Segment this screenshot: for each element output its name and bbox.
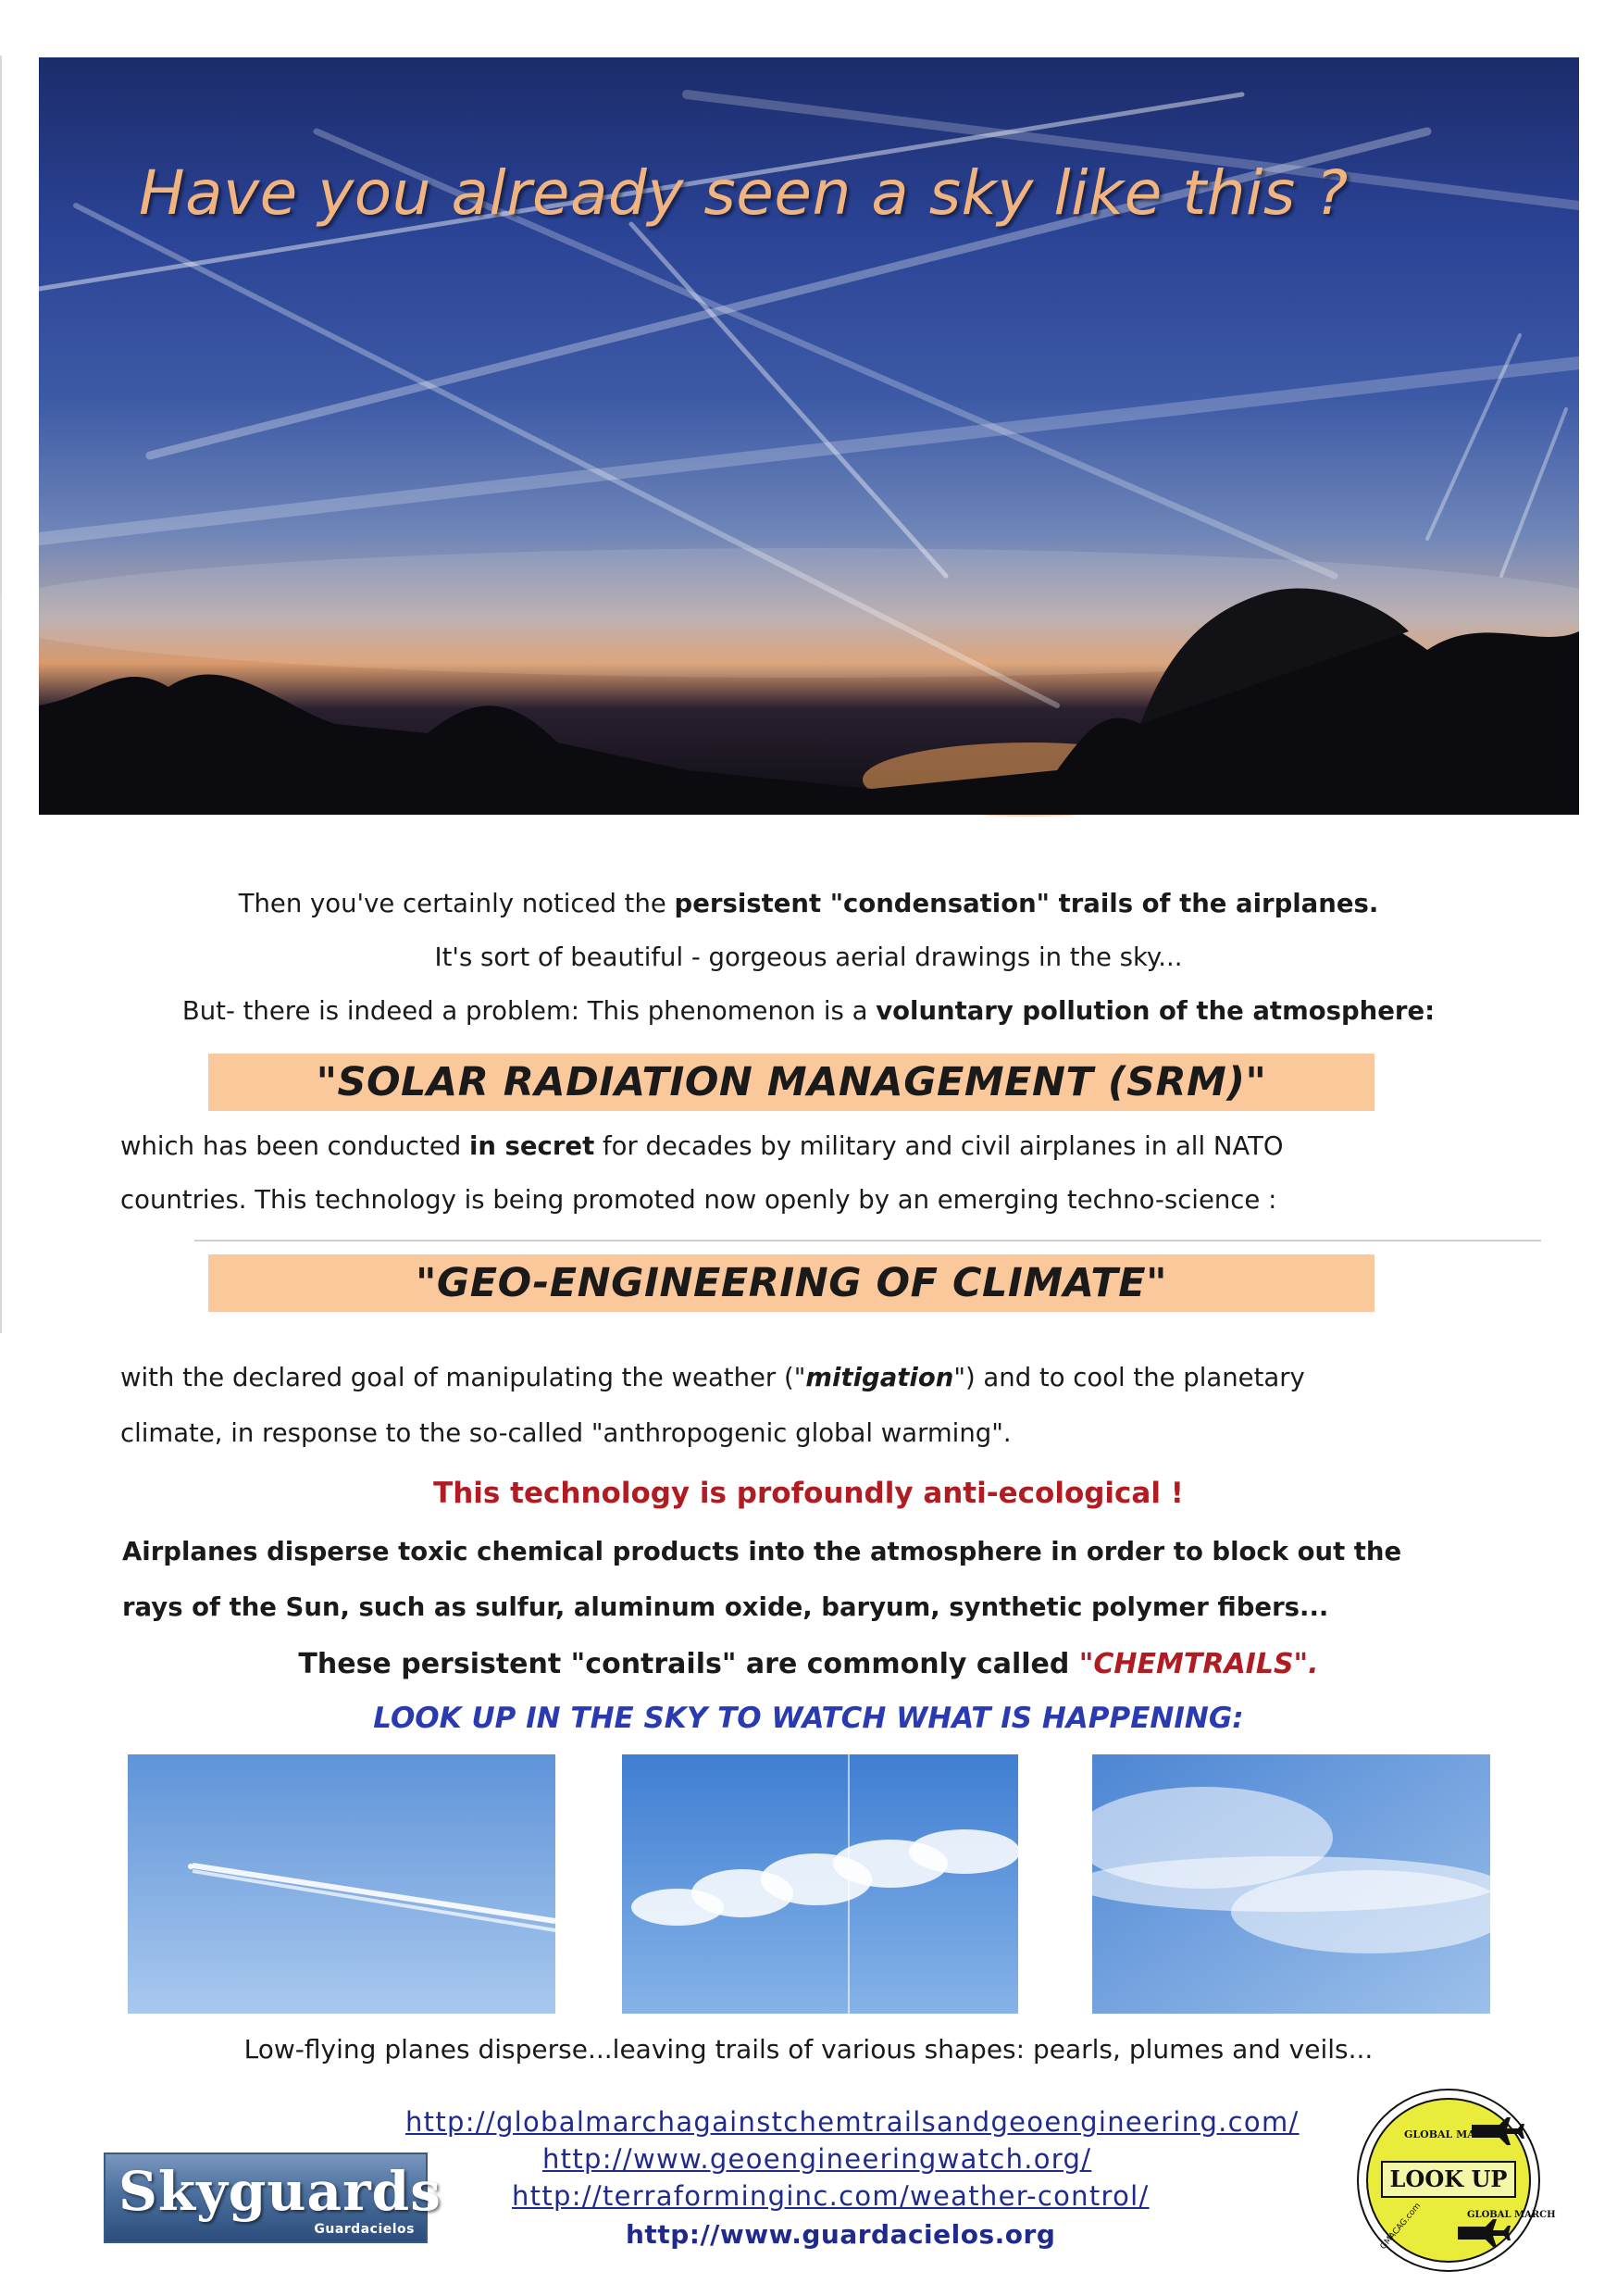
badge-bottom-label: GLOBAL MARCH: [1467, 2210, 1556, 2220]
photo-pearls-trail: [128, 1754, 555, 2014]
para2-line-2: climate, in response to the so-called "anthropogenic global warming".: [120, 1418, 1012, 1448]
badge-center-label: LOOK UP: [1389, 2165, 1508, 2192]
divider: [194, 1240, 1541, 1242]
para1-line-2: countries. This technology is being promoted now openly by an emerging techno-science :: [120, 1185, 1277, 1215]
intro-line-1: [0, 889, 1617, 918]
intro-line-3-plain: But- there is indeed a problem: This phenomenon is a: [181, 996, 877, 1026]
intro-line-3-bold: voluntary pollution of the atmosphere:: [876, 996, 1436, 1026]
badge-ring-label: GMACAG.com: [1378, 2201, 1424, 2252]
link-globalmarch[interactable]: http://globalmarchagainstchemtrailsandgeoengineering.com/: [405, 2106, 1300, 2138]
intro-line-1-plain: Then you've certainly noticed the: [238, 889, 675, 918]
para3-contrails: These persistent "contrails" are commonly called: [298, 1648, 1079, 1680]
para3-line-3: [0, 1648, 1617, 1680]
para2-line-1: [120, 1363, 1305, 1392]
para2-plain: with the declared goal of manipulating the weather (": [120, 1363, 806, 1392]
badge-top-label: GLOBAL MARCH: [1404, 2128, 1502, 2140]
hero-title: Have you already seen a sky like this ?: [139, 157, 1349, 229]
left-margin-rule: [0, 56, 2, 1333]
intro-line-1-bold: persistent "condensation" trails of the airplanes.: [674, 889, 1379, 918]
para1-secret: in secret: [468, 1131, 595, 1161]
para1-plain: which has been conducted: [120, 1131, 469, 1161]
link-terraforminginc[interactable]: http://terraforminginc.com/weather-control/: [512, 2180, 1150, 2212]
para2-mitigation: mitigation: [805, 1363, 954, 1392]
para3-line-1: Airplanes disperse toxic chemical products into the atmosphere in order to block out the: [122, 1537, 1402, 1566]
intro-line-2: It's sort of beautiful - gorgeous aerial drawings in the sky...: [434, 942, 1183, 972]
srm-banner: "SOLAR RADIATION MANAGEMENT (SRM)": [208, 1054, 1374, 1111]
chemtrails-label: "CHEMTRAILS".: [1078, 1648, 1319, 1680]
geoengineering-banner: "GEO-ENGINEERING OF CLIMATE": [208, 1254, 1374, 1312]
photo-plume-trail: [622, 1754, 1018, 2014]
link-guardacielos[interactable]: http://www.guardacielos.org: [626, 2219, 1056, 2250]
para2-rest: ") and to cool the planetary: [953, 1363, 1305, 1392]
skyguards-logo: [104, 2152, 442, 2243]
link-geoengineeringwatch[interactable]: http://www.geoengineeringwatch.org/: [542, 2143, 1092, 2175]
look-up-heading: LOOK UP IN THE SKY TO WATCH WHAT IS HAPPENING:: [373, 1702, 1244, 1735]
para1-rest: for decades by military and civil airplanes in all NATO: [594, 1131, 1284, 1161]
warning-heading: This technology is profoundly anti-ecological !: [433, 1477, 1184, 1510]
para1-line-1: [120, 1131, 1284, 1161]
intro-line-3: [0, 996, 1617, 1026]
look-up-badge: [1356, 2088, 1556, 2273]
para3-line-2: rays of the Sun, such as sulfur, aluminum oxide, baryum, synthetic polymer fibers...: [122, 1592, 1329, 1622]
hero-sky-photo: [39, 57, 1579, 815]
photo-veil-trail: [1092, 1754, 1490, 2014]
skyguards-logo-sub: Guardacielos: [314, 2222, 415, 2237]
photos-caption: Low-flying planes disperse...leaving trails of various shapes: pearls, plumes and veils...: [243, 2034, 1374, 2065]
skyguards-logo-name: Skyguards: [118, 2160, 442, 2223]
